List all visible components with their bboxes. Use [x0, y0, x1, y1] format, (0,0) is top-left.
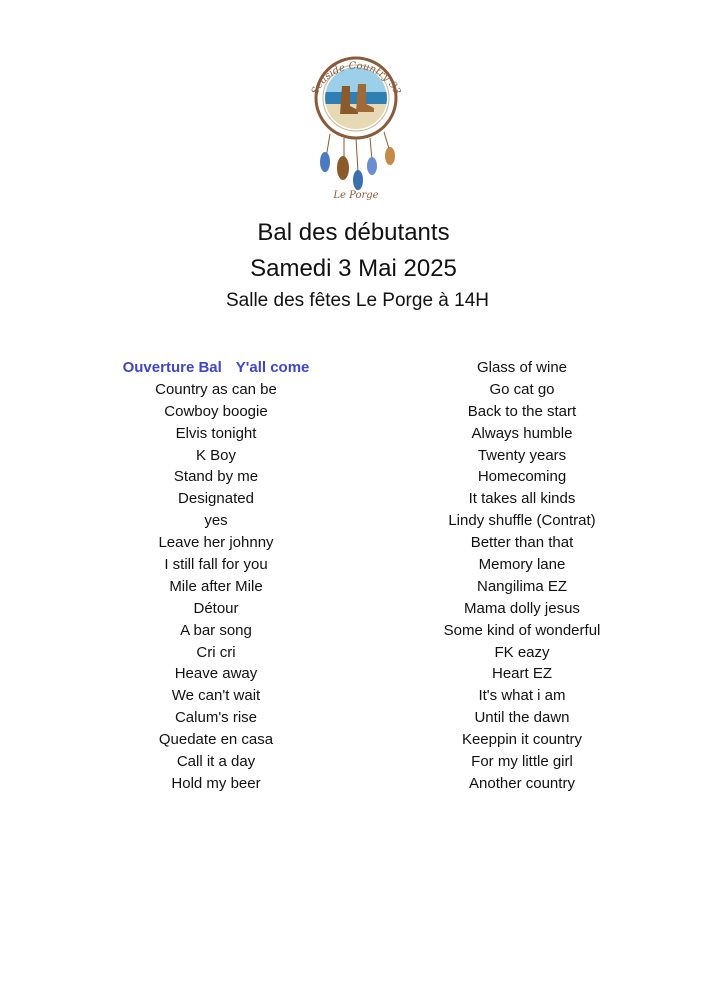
- opening-song: Y'all come: [235, 359, 310, 376]
- dreamcatcher-logo: [300, 34, 412, 202]
- opening-row: [96, 357, 336, 379]
- song-item: FK eazy: [494, 643, 550, 661]
- dreamcatcher-icon: [300, 34, 412, 202]
- song-item: Lindy shuffle (Contrat): [448, 512, 596, 530]
- song-item: Glass of wine: [476, 359, 568, 376]
- left-song-list: [96, 357, 336, 795]
- song-item: For my little girl: [471, 753, 573, 771]
- song-item: A bar song: [180, 621, 252, 639]
- song-item: Keeppin it country: [461, 731, 583, 749]
- song-item: Heart EZ: [491, 665, 552, 683]
- song-item: Some kind of wonderful: [443, 621, 601, 639]
- song-item: We can't wait: [171, 687, 261, 705]
- song-item: Cri cri: [196, 643, 236, 661]
- song-item: Nangilima EZ: [476, 577, 568, 595]
- song-item: Designated: [178, 490, 254, 508]
- song-item: Détour: [193, 599, 239, 617]
- song-item: Always humble: [471, 424, 573, 442]
- song-item: Calum's rise: [174, 709, 258, 727]
- logo-arc-text: Seaside Country 33: [309, 60, 403, 97]
- song-item: Back to the start: [467, 402, 577, 420]
- song-item: Country as can be: [155, 380, 277, 398]
- song-item: Heave away: [174, 665, 258, 683]
- song-item: Better than that: [470, 534, 574, 552]
- song-item: Leave her johnny: [158, 534, 274, 552]
- song-item: I still fall for you: [164, 556, 268, 574]
- song-item: Cowboy boogie: [164, 402, 268, 420]
- event-venue: Salle des fêtes Le Porge à 14H: [225, 290, 489, 311]
- song-item: Homecoming: [477, 468, 567, 486]
- song-item: Until the dawn: [474, 709, 570, 727]
- logo-bottom-text: Le Porge: [333, 190, 379, 201]
- song-item: Stand by me: [173, 468, 259, 486]
- song-item: Call it a day: [176, 753, 256, 771]
- song-item: Go cat go: [489, 380, 555, 398]
- song-item: K Boy: [195, 446, 237, 464]
- song-item: Hold my beer: [171, 774, 261, 792]
- song-item: Quedate en casa: [158, 731, 274, 749]
- right-song-list: [402, 357, 642, 795]
- song-item: Another country: [469, 774, 575, 792]
- song-item: Mile after Mile: [169, 577, 263, 595]
- song-item: It takes all kinds: [468, 490, 576, 508]
- song-item: yes: [204, 512, 228, 530]
- opening-label: Ouverture Bal: [122, 359, 222, 376]
- song-item: Elvis tonight: [175, 424, 257, 442]
- song-item: Memory lane: [478, 556, 566, 574]
- event-title: Bal des débutants: [257, 219, 450, 246]
- song-item: Twenty years: [477, 446, 567, 464]
- song-item: Mama dolly jesus: [464, 599, 580, 617]
- song-item: It's what i am: [478, 687, 566, 705]
- event-date: Samedi 3 Mai 2025: [250, 255, 457, 282]
